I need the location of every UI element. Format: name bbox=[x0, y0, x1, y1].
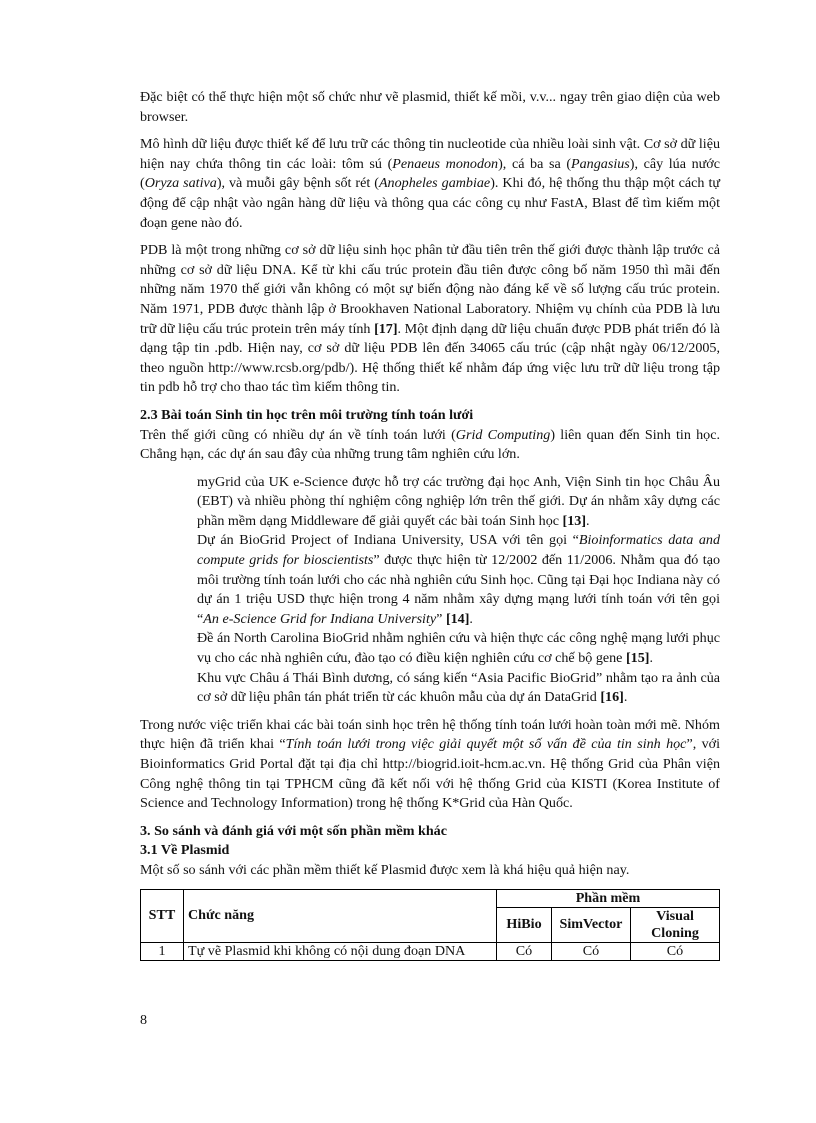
header-simvector: SimVector bbox=[552, 907, 631, 942]
section-heading: 2.3 Bài toán Sinh tin học trên môi trường tính toán lưới bbox=[140, 406, 474, 423]
cell-function: Tự vẽ Plasmid khi không có nội dung đoạn DNA bbox=[184, 942, 497, 960]
list-item: myGrid của UK e-Science được hỗ trợ các trường đại học Anh, Viện Sinh tin học Châu Âu (EBT) và nhiều phòng thí nghiệm công nghiệp lớn trên thế giới. Dự án nhằm xây dựng các phần mềm dạng Middleware để giải quyết các bài toán Sinh học [13]. bbox=[197, 473, 720, 529]
comparison-table bbox=[140, 889, 720, 961]
paragraph: Một số so sánh với các phần mềm thiết kế Plasmid được xem là khá hiệu quả hiện nay. bbox=[140, 861, 630, 878]
paragraph: Trên thế giới cũng có nhiều dự án về tính toán lưới (Grid Computing) liên quan đến Sinh tin học. Chẳng hạn, các dự án sau đây của những trung tâm nghiên cứu lớn. bbox=[140, 426, 721, 463]
table-row bbox=[141, 942, 720, 960]
paragraph: PDB là một trong những cơ sở dữ liệu sinh học phân tử đầu tiên trên thế giới được thành lập trước cả những cơ sở dữ liệu DNA. Kể từ khi cấu trúc protein đầu tiên được công bố năm 1950 thì mãi đến những năm 1970 thế giới vẫn không có một sự biến động nào đáng kể về số lượng cấu trúc protein. Năm 1971, PDB được thành lập ở Brookhaven National Laboratory. Nhiệm vụ chính của PDB là lưu trữ dữ liệu cấu trúc protein trên máy tính [17]. Một định dạng dữ liệu chuẩn được PDB phát triển đó là dạng tập tin .pdb. Hiện nay, cơ sở dữ liệu PDB lên đến 34065 cấu trúc (cập nhật ngày 06/12/2005, theo nguồn http://www.rcsb.org/pdb/). Hệ thống thiết kế nhằm đáp ứng việc lưu trữ dữ liệu trong tập tin pdb hỗ trợ cho thao tác tìm kiếm thông tin. bbox=[140, 242, 720, 396]
paragraph: Trong nước việc triển khai các bài toán sinh học trên hệ thống tính toán lưới hoàn toàn mới mẽ. Nhóm thực hiện đã triển khai “Tính toán lưới trong việc giải quyết một số vấn đề của tin sinh học”, với Bioinformatics Grid Portal đặt tại địa chỉ http://biogrid.ioit-hcm.ac.vn. Hệ thống Grid của Phân viện Công nghệ thông tin tại TPHCM cũng đã kết nối với hệ thống Grid của KISTI (Korea Institute of Science and Technology Information) trong hệ thống K*Grid của Hàn Quốc. bbox=[140, 716, 721, 812]
section-heading: 3. So sánh và đánh giá với một sốn phần mềm khác bbox=[140, 822, 447, 839]
cell-stt: 1 bbox=[141, 942, 184, 960]
header-software: Phần mềm bbox=[497, 889, 720, 907]
header-function: Chức năng bbox=[184, 889, 497, 942]
paragraph: Đặc biệt có thể thực hiện một số chức như vẽ plasmid, thiết kế mồi, v.v... ngay trên giao diện của web browser. bbox=[140, 89, 720, 125]
header-stt: STT bbox=[141, 889, 184, 942]
document-page bbox=[140, 88, 720, 961]
list-item: Dự án BioGrid Project of Indiana University, USA với tên gọi “Bioinformatics data and compute grids for bioscientists” được thực hiện từ 12/2002 đến 11/2006. Nhằm qua đó tạo môi trường tính toán lưới cho các nhà nghiên cứu Sinh học. Cũng tại Đại học Indiana này có dự án 1 triệu USD thực hiện trong 4 năm nhằm xây dựng mạng lưới tính toán với tên gọi “An e-Science Grid for Indiana University” [14]. bbox=[197, 532, 720, 627]
cell-hibio: Có bbox=[497, 942, 552, 960]
subsection-heading: 3.1 Về Plasmid bbox=[140, 842, 230, 859]
project-list bbox=[140, 473, 720, 708]
list-item: Đề án North Carolina BioGrid nhằm nghiên cứu và hiện thực các công nghệ mạng lưới phục vụ cho các nhà nghiên cứu, đào tạo có điều kiện nghiên cứu cơ chế bộ gene [15]. bbox=[197, 630, 720, 667]
header-hibio: HiBio bbox=[497, 907, 552, 942]
cell-visual-cloning: Có bbox=[631, 942, 720, 960]
cell-simvector: Có bbox=[552, 942, 631, 960]
header-visual-cloning: Visual Cloning bbox=[631, 907, 720, 942]
paragraph: Mô hình dữ liệu được thiết kế để lưu trữ các thông tin nucleotide của nhiều loài sinh vật. Cơ sở dữ liệu hiện nay chứa thông tin các loài: tôm sú (Penaeus monodon), cá ba sa (Pangasius), cây lúa nước (Oryza sativa), và muỗi gây bệnh sốt rét (Anopheles gambiae). Khi đó, hệ thống thu thập một cách tự động để cập nhật vào ngân hàng dữ liệu và thông qua các công cụ như FastA, Blast để tìm kiếm một đoạn gene nào đó. bbox=[140, 136, 720, 231]
list-item: Khu vực Châu á Thái Bình dương, có sáng kiến “Asia Pacific BioGrid” nhằm tạo ra ảnh của cơ sở dữ liệu phân tán phát triển từ các khuôn mẫu của dự án DataGrid [16]. bbox=[197, 669, 720, 706]
page-number: 8 bbox=[140, 1012, 148, 1028]
